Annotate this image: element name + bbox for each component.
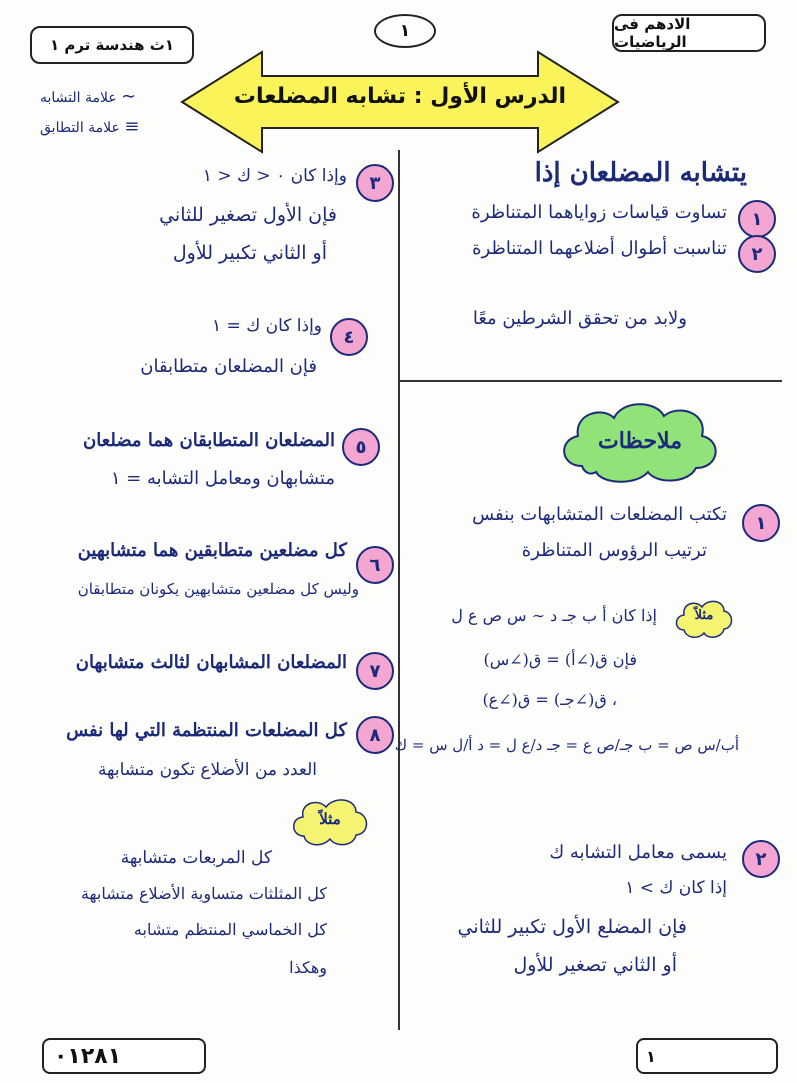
condition-2-text: تناسبت أطوال أضلاعهما المتناظرة (472, 238, 727, 259)
note-2-line-4: أو الثاني تصغير للأول (513, 954, 677, 976)
grade-box (30, 26, 194, 64)
note-2-line-3: فإن المضلع الأول تكبير للثاني (457, 916, 687, 938)
point-8-badge: ٨ (356, 716, 394, 754)
example-2-line-3: كل الخماسي المنتظم متشابه (133, 920, 327, 939)
note-2-line-1: يسمى معامل التشابه ك (549, 842, 727, 863)
point-4-line-2: فإن المضلعان متطابقان (140, 356, 317, 377)
point-4-badge: ٤ (330, 318, 368, 356)
congruence-symbol-label: ≡ علامة التطابق (40, 116, 140, 137)
example-angle-2: ، ق(∠جـ) = ق(∠ع) (482, 690, 617, 709)
footer-right-box (636, 1038, 778, 1074)
point-5-line-1: المضلعان المتطابقان هما مضلعان (82, 430, 335, 451)
point-6-badge: ٦ (356, 546, 394, 584)
example-label-right: مثلاً (694, 608, 714, 623)
grade-label: ١ث هندسة ترم ١ (49, 36, 175, 54)
point-7-line-1: المضلعان المشابهان لثالث متشابهان (75, 652, 347, 673)
similarity-sign: ∽ (121, 86, 137, 107)
note-2-line-2: إذا كان ك > ١ (625, 878, 727, 898)
condition-1-text: تساوت قياسات زواياهما المتناظرة (471, 202, 727, 223)
point-8-line-1: كل المضلعات المنتظمة التي لها نفس (66, 720, 347, 741)
example-2-line-1: كل المربعات متشابهة (120, 848, 272, 868)
point-6-line-1: كل مضلعين متطابقين هما متشابهين (77, 540, 347, 561)
example-side-ratio: أب/س ص = ب جـ/ص ع = جـ د/ع ل = د أ/ل س = ك (394, 736, 739, 754)
similarity-conditions-heading: يتشابه المضلعان إذا (534, 158, 747, 188)
note-2-badge: ٢ (742, 840, 780, 878)
footer-left-box (42, 1038, 206, 1074)
notes-label: ملاحظات (598, 428, 682, 454)
author-box (612, 14, 766, 52)
footer-right-text: ١ (646, 1046, 656, 1066)
point-3-line-1: وإذا كان ٠ < ك < ١ (202, 166, 347, 186)
point-5-line-2: متشابهان ومعامل التشابه = ١ (110, 468, 335, 489)
condition-2-badge: ٢ (738, 235, 776, 273)
example-2-line-2: كل المثلثات متساوية الأضلاع متشابهة (80, 884, 327, 903)
page-number-oval (374, 14, 436, 48)
note-1-badge: ١ (742, 504, 780, 542)
example-angle-1: فإن ق(∠أ) = ق(∠س) (483, 650, 637, 669)
similarity-symbol-label: ∽ علامة التشابه (40, 86, 137, 107)
note-1-line-1: تكتب المضلعات المتشابهات بنفس (472, 504, 727, 525)
both-conditions-note: ولابد من تحقق الشرطين معًا (472, 308, 687, 329)
condition-1-badge: ١ (738, 200, 776, 238)
footer-phone: ٠١٢٨١ (54, 1043, 122, 1069)
point-3-badge: ٣ (356, 164, 394, 202)
point-5-badge: ٥ (342, 428, 380, 466)
note-1-line-2: ترتيب الرؤوس المتناظرة (521, 540, 707, 561)
example-2-line-4: وهكذا (289, 958, 327, 977)
point-4-line-1: وإذا كان ك = ١ (212, 316, 322, 336)
lesson-title: الدرس الأول : تشابه المضلعات (233, 84, 567, 109)
point-8-line-2: العدد من الأضلاع تكون متشابهة (97, 760, 317, 780)
point-3-line-2: فإن الأول تصغير للثاني (159, 204, 337, 226)
example-label-left: مثلاً (319, 810, 341, 828)
author-label: الادهم فى الرياضيات (614, 15, 691, 51)
page-number: ١ (399, 21, 411, 41)
point-3-line-3: أو الثاني تكبير للأول (172, 242, 327, 264)
point-6-line-2: وليس كل مضلعين متشابهين يكونان متطابقان (77, 580, 359, 598)
example-statement: إذا كان أ ب جـ د ∽ س ص ع ل (451, 606, 657, 625)
point-7-badge: ٧ (356, 652, 394, 690)
congruence-sign: ≡ (124, 116, 140, 137)
section-divider (400, 380, 782, 382)
column-divider (398, 150, 400, 1030)
